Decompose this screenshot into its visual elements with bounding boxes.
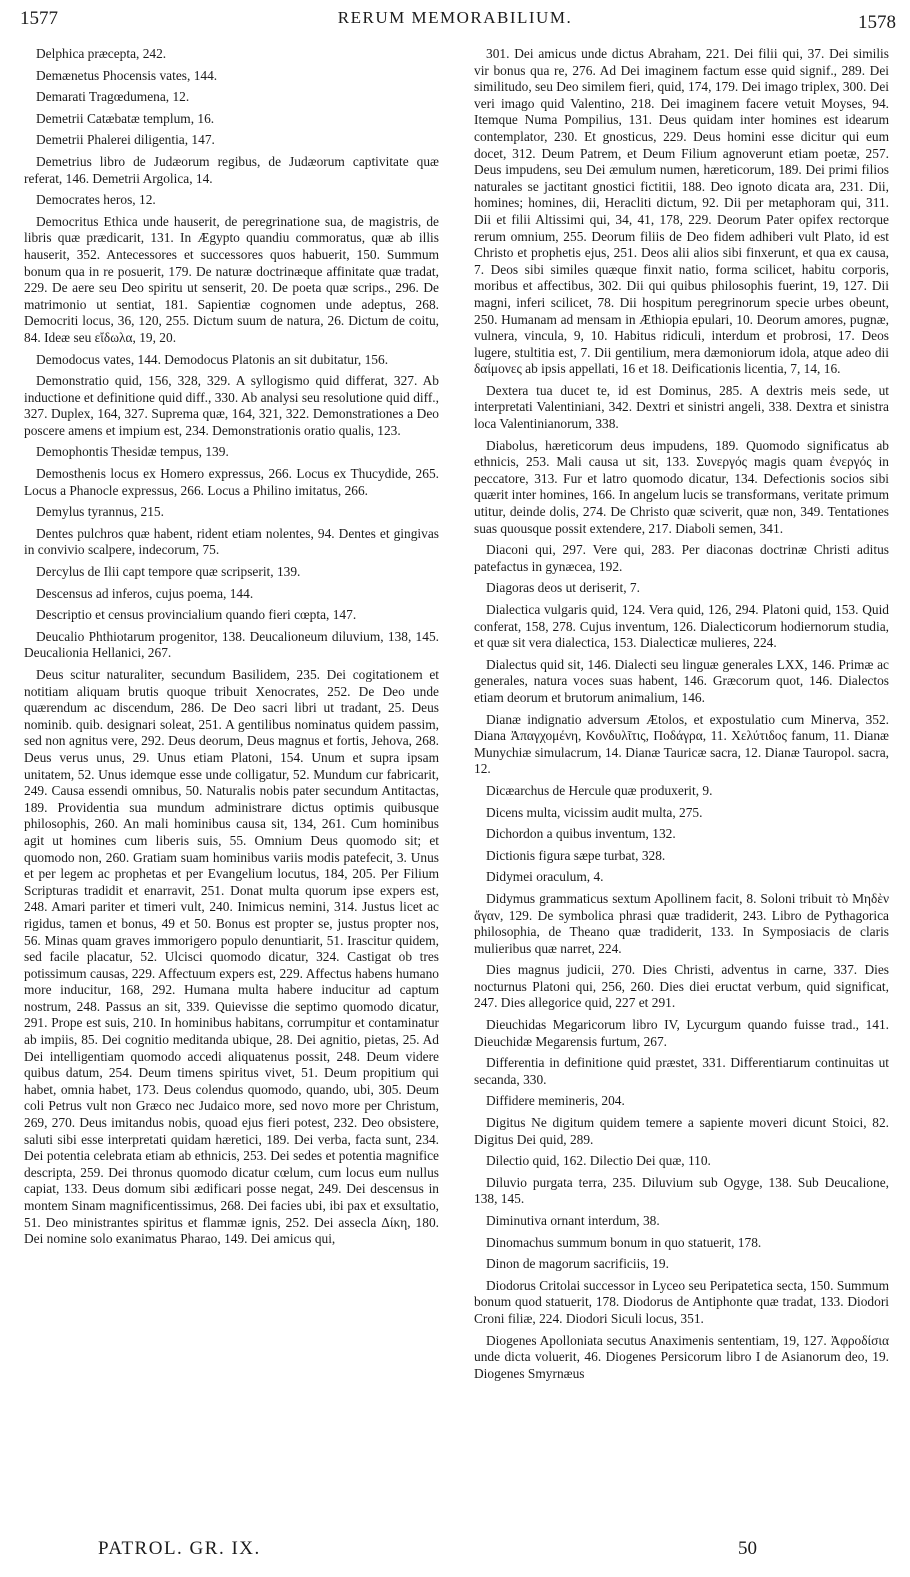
index-entry: Deus scitur naturaliter, secundum Basilidem, 235. Dei cogitationem et notitiam aliquam brutis quoque tribuit Xenocrates, 252. De Deo unde quærendum ac discendum, 286. De Deo sacri libri ut tradant, 25. Deus nominib. quib. designari soleat, 251. A gentilibus nominatus quidem passim, sed non agnitus vere, 292. Deus deorum, Deus magnus et fortis, Jehova, 268. Deus verus unus, 29. Unus etiam Platoni, 154. Unum et supra ipsam unitatem, 52. Unus idemque esse unde colligatur, 52. Mundum cur fabricarit, 249. Causa essendi omnibus, 50. Naturalis nobis pater secundum Antitactas, 189. Providentia sua mundum administrare dictus optimis quibusque philosophis, 260. An mali hominibus causa sit, 134, 261. Cum hominibus agit ut homines cum liberis suis, 55. Omnium Deus quomodo sit; et quomodo non, 260. Gratiam suam hominibus variis modis patefecit, 3. Unus et per legem ac prophetas et per Evangelium locutus, 184, 205. Per Filium Scripturas tradidit et enarravit, 251. Donat multa quorum ipse expers est, 248. Amari pariter et timeri vult, 240. Inimicus nemini, 314. Justus licet ac rigidus, tamen et bonus, 49 et 50. Bonus est propter se, justus propter nos, 56. Minas quam graves immorigero populo denuntiarit, 51. Irascitur quidem, sed facile placatur, 52. Ulcisci quomodo dicatur, 324. Castigat ob tres potissimum causas, 229. Affectuum expers est, 229. Affectus habens humano more inducitur, 168, 292. Humana multa habere inducitur ad captum nostrum, 248. Passus an sit, 339. Quievisse die septimo quomodo dicatur, 291. Prope est suis, 210. In hominibus habitans, corrumpitur et contaminatur ab impiis, 85. Dei cognitio meditanda ubique, 28. Dei agnitio, pietas, 25. Ad Dei intelligentiam quomodo accedi aliquatenus possit, 248. Deum videre quibus datum, 254. Deum timens spiritus vivet, 51. Deum propitium qui habet, omnia habet, 173. Deus colendus quomodo, quando, ubi, 305. Deum coli Petrus vult non Græco nec Judaico more, sed novo more per Christum, 269, 270. Deus imitandus nobis, quoad ejus fieri potest, 232. Deo obsistere, saluti sibi esse interpretati quidam hæretici, 189. Dei verba, facta sunt, 234. Dei potentia celebrata etiam ab ethnicis, 253. Dei sedes et potentia magnifice descripta, 259. Dei thronus quomodo dicatur cœlum, cum locus eum nullus capiat, 133. Deus domum sibi ædificari posse negat, 249. Dei descensus in montem Sinam magnificentissimus, 268. Dei facies ubi, ibi pax et exsultatio, 51. Deo ministrantes spiritus et flammæ ignis, 252. Dei assecla Δίκη, 180. Dei nomine solo exanimatus Pharao, 149. Dei amicus qui, — [24, 667, 439, 1247]
index-entry: Descriptio et census provincialium quando fieri cœpta, 147. — [36, 607, 357, 623]
index-entry: Demosthenis locus ex Homero expressus, 266. Locus ex Thucydide, 265. Locus a Phanocle expressus, 266. Locus a Philino imitatus, 266. — [24, 466, 439, 498]
right-page-number: 1578 — [858, 12, 896, 33]
index-entry: Diffidere memineris, 204. — [486, 1093, 625, 1109]
index-entry: Dinon de magorum sacrificiis, 19. — [486, 1256, 669, 1272]
index-entry: Diminutiva ornant interdum, 38. — [486, 1213, 660, 1228]
index-entry: Deucalio Phthiotarum progenitor, 138. Deucalioneum diluvium, 138, 145. Deucalionia Hellanici, 267. — [24, 628, 439, 661]
index-entry: Dextera tua ducet te, id est Dominus, 285. A dextris meis sede, ut interpretati Valentiniani, 342. Dextri et sinistri angeli, 338. Dextra et sinistra loca Valentinianorum, 338. — [474, 382, 889, 432]
index-entry: Diogenes Apolloniata secutus Anaximenis sententiam, 19, 127. Ἀφροδίσια unde dicta voluerit, 46. Diogenes Persicorum libro I de Asianorum deo, 19. Diogenes Smyrnæus — [474, 1332, 889, 1381]
index-entry: Differentia in definitione quid præstet, 331. Differentiarum continuitas ut secanda, 330. — [474, 1055, 889, 1087]
index-entry: Demarati Tragœdumena, 12. — [36, 89, 190, 105]
index-entry: Dieuchidas Megaricorum libro IV, Lycurgum quando fuisse trad., 141. Dieuchidæ Megarensis furtum, 267. — [474, 1017, 889, 1049]
index-entry: Dictionis figura sæpe turbat, 328. — [486, 847, 666, 863]
index-entry: Descensus ad inferos, cujus poema, 144. — [36, 585, 254, 601]
index-entry: Diagoras deos ut deriserit, 7. — [486, 580, 640, 596]
index-entry: 301. Dei amicus unde dictus Abraham, 221. Dei filii qui, 37. Dei similis vir bonus qua re, 276. Ad Dei imaginem factum esse quid signif., 289. Dei similitudo, seu Deo similem fieri, quid, 174, 179. Dei imago triplex, 300. Dei veri imago quid Valentino, 218. Dei imaginem facere vetuit Moyses, 94. Itemque Numa Pompilius, 131. Deus quidam inter homines est idearum contemplator, 230. Et gnosticus, 229. Deus homini esse dicitur qui eum docet, 312. Deum Patrem, et Deum Filium agnoverunt etiam poetæ, 257. Deus impudens, seu Dei æmulum numen, hæreticorum, 189. Dei primi filios naturales se jactitant gnostici fictitii, 188. Deo ignoto dicata ara, 231. Dii, homines; homines, dii, Heracliti dictum, 92. Dii per metaphoram qui, 311. Dii et filii Altissimi qui, 34, 41, 178, 229. Deorum Pater opifex rectorque rerum omnium, 255. Deorum filiis de Deo fidem adhiberi vult Plato, id est Christo et prophetis ejus, 251. Deos alii alios sibi finxerunt, et qua ex causa, 7. Deos sibi similes quæque finxit natio, forma scilicet, habitu corporis, moribus et affectibus, 302. Dii qui quibus philosophis fuerint, 19, 127. Dii magni, inferi scilicet, 78. Dii hospitum peregrinorum specie urbes obeunt, 250. Humanam ad mensam in Æthiopia epulari, 10. Deorum amores, pugnæ, vulnera, vincula, 9, 10. Habitus ridiculi, interdum et probrosi, 17. Deos lugere, stultitia est, 7. Dii gentilium, mera dæmoniorum idola, atque adeo dii δαίμονες ab ipsis appellati, 16 et 18. Deificationis licentia, 7, 14, 16. — [474, 46, 889, 377]
index-entry: Dichordon a quibus inventum, 132. — [486, 826, 676, 842]
index-entry: Didymei oraculum, 4. — [486, 869, 604, 885]
index-entry: Dicæarchus de Hercule quæ produxerit, 9. — [486, 782, 713, 798]
index-entry: Diabolus, hæreticorum deus impudens, 189. Quomodo significatus ab ethnicis, 253. Mali causa ut sit, 133. Συνεργός magis quam ἐνεργός in peccatore, 313. Fur et latro quomodo dicatur, 134. Defectionis socios sibi quærit inter homines, 166. In angelum lucis se transformans, veritate primum utitur, deinde dolis, 274. De Christo quæ sciverit, quæ non, 349. Tentationes suas quousque possit extendere, 217. Diaboli semen, 341. — [474, 437, 889, 536]
right-index-column — [474, 46, 889, 1526]
index-entry: Demetrius libro de Judæorum regibus, de Judæorum captivitate quæ referat, 146. Demetrii Argolica, 14. — [24, 153, 439, 186]
index-entry: Diodorus Critolai successor in Lyceo seu Peripatetica secta, 150. Summum bonum quod statuerit, 178. Diodorus de Antiphonte quæ tradat, 133. Diodori Croni filiæ, 224. Diodori Siculi locus, 351. — [474, 1277, 889, 1326]
index-entry: Dianæ indignatio adversum Ætolos, et expostulatio cum Minerva, 352. Diana Ἀπαγχομένη, Κονδυλῖτις, Ποδάγρα, 11. Χελύτιδος fanum, 11. Dianæ Munychiæ simulacrum, 14. Dianæ Tauricæ sacra, 12. Dianæ Tauropol. sacra, 12. — [474, 711, 889, 777]
index-entry: Demetrii Catæbatæ templum, 16. — [36, 110, 215, 126]
index-entry: Dialectus quid sit, 146. Dialecti seu linguæ generales LXX, 146. Primæ ac generales, natura voces suas habent, 146. Græcorum quot, 146. Dialectos etiam deorum et brutorum animalium, 146. — [474, 656, 889, 705]
index-entry: Demonstratio quid, 156, 328, 329. A syllogismo quid differat, 327. Ab inductione et definitione quid diff., 330. Ab analysi seu resolutione quid diff., 327. Duplex, 164, 327. Suprema quæ, 164, 321, 322. Demonstrationes a Deo poscere amens et impium est, 234. Demonstrationis oratio qualis, 123. — [24, 373, 439, 438]
left-index-column — [24, 46, 439, 1526]
footer-signature: 50 — [738, 1538, 757, 1559]
index-entry: Demetrii Phalerei diligentia, 147. — [36, 132, 215, 148]
index-entry: Dialectica vulgaris quid, 124. Vera quid, 126, 294. Platoni quid, 153. Quid conferat, 158, 278. Cujus inventum, 126. Dialecticorum hodiernorum studia, et quæ sit vera dialectica, 153. Dialecticæ mulieres, 224. — [474, 602, 889, 651]
index-entry: Didymus grammaticus sextum Apollinem facit, 8. Soloni tribuit τὸ Μηδὲν ἄγαν, 129. De symbolica phrasi quæ tradiderit, 243. Libro de Pythagorica philosophia, de Theano quæ tradiderit, 133. In Symposiacis de claris mulieribus quæ narret, 224. — [474, 890, 889, 956]
index-entry: Democrates heros, 12. — [36, 192, 156, 208]
index-entry: Demophontis Thesidæ tempus, 139. — [36, 444, 229, 460]
left-page-number: 1577 — [20, 8, 58, 29]
index-entry: Dicens multa, vicissim audit multa, 275. — [486, 804, 703, 820]
index-entry: Demodocus vates, 144. Demodocus Platonis an sit dubitatur, 156. — [36, 351, 389, 367]
index-entry: Dinomachus summum bonum in quo statuerit, 178. — [486, 1234, 762, 1250]
index-entry: Digitus Ne digitum quidem temere a sapiente moveri dicunt Stoici, 82. Digitus Dei quid, 289. — [474, 1115, 889, 1147]
index-entry: Dentes pulchros quæ habent, rident etiam nolentes, 94. Dentes et gingivas in convivio scalpere, indecorum, 75. — [24, 525, 439, 558]
index-entry: Diluvio purgata terra, 235. Diluvium sub Ogyge, 138. Sub Deucalione, 138, 145. — [474, 1174, 889, 1207]
index-entry: Dercylus de Ilii capt tempore quæ scripserit, 139. — [36, 564, 301, 580]
index-entry: Democritus Ethica unde hauserit, de peregrinatione sua, de magistris, de libris quæ prædicarit, 131. In Ægypto quandiu commoratus, quæ ab illis hauserit, 352. Antecessores et successores quos habuerit, 150. Summum bonum qua in re posuerit, 179. De naturæ doctrinæque affinitate quæ tradat, 229. De aere seu Deo spiritu ut senserit, 20. De poeta quæ scrips., 296. De matrimonio ut sentiat, 181. Sapientiæ cognomen unde adeptus, 268. Democriti locus, 36, 120, 255. Dictum suum de natura, 26. Dictum de coitu, 84. Ideæ seu εἴδωλα, 19, 20. — [24, 213, 439, 345]
index-entry: Diaconi qui, 297. Vere qui, 283. Per diaconas doctrinæ Christi aditus patefactus in gynæcea, 192. — [474, 542, 889, 574]
footer-series: PATROL. GR. IX. — [98, 1538, 261, 1559]
index-entry: Dies magnus judicii, 270. Dies Christi, adventus in carne, 337. Dies nocturnus Platoni qui, 256, 260. Dies diei eructat verbum, quid significat, 247. Dies allegorice quid, 227 et 291. — [474, 962, 889, 1011]
index-entry: Dilectio quid, 162. Dilectio Dei quæ, 110. — [486, 1153, 711, 1169]
index-entry: Demylus tyrannus, 215. — [36, 504, 164, 520]
index-entry: Delphica præcepta, 242. — [36, 46, 167, 61]
index-entry: Demænetus Phocensis vates, 144. — [36, 67, 218, 83]
running-title: RERUM MEMORABILIUM. — [337, 8, 573, 27]
